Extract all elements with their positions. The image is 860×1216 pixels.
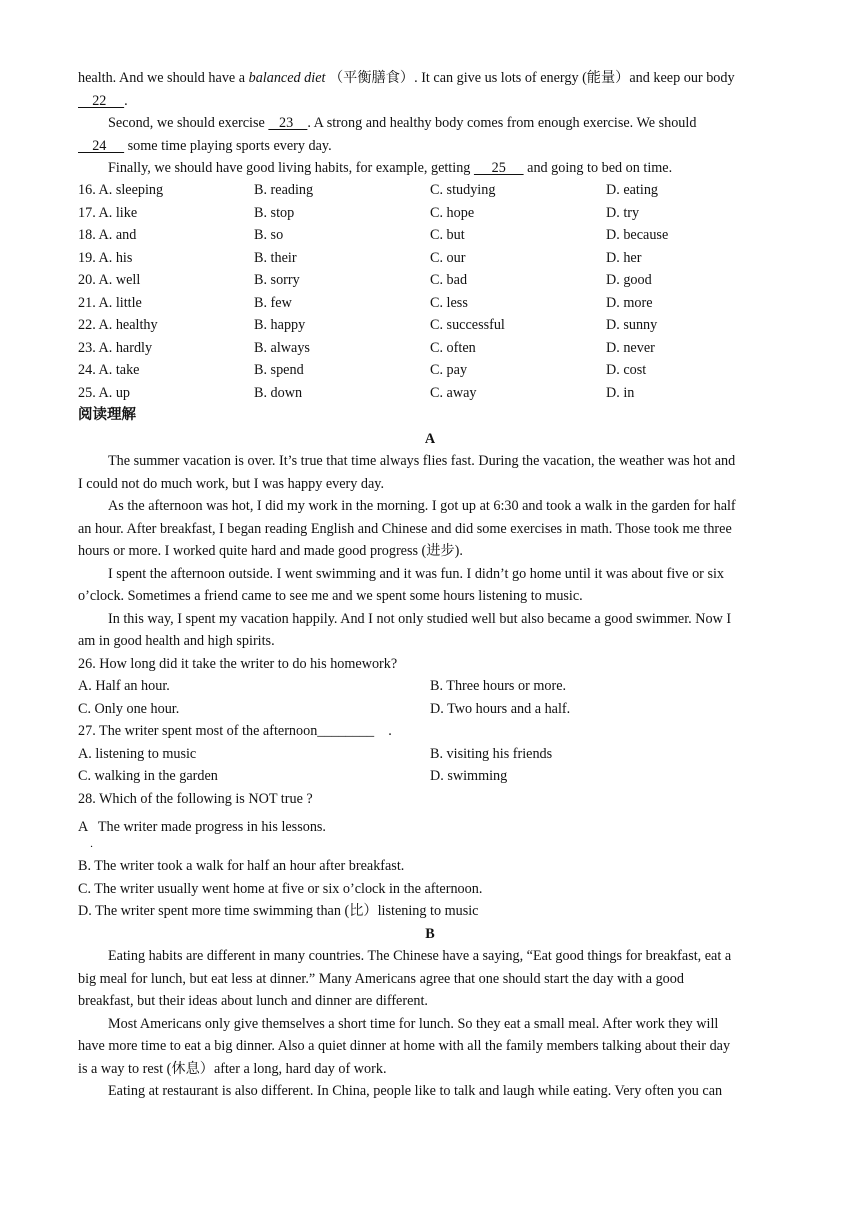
option-b: B. sorry	[254, 272, 300, 288]
option-b: B. happy	[254, 317, 306, 333]
text: . A strong and healthy body comes from enough exercise. We should	[307, 115, 697, 131]
passage-a-line: The summer vacation is over. It’s true that time always flies fast. During the vacation, the weather was hot and	[108, 453, 736, 469]
option-b: B. always	[254, 340, 310, 356]
passage-a-line: o’clock. Sometimes a friend came to see me and we spent some hours listening to music.	[78, 588, 583, 604]
option-d: D. more	[606, 295, 653, 311]
passage-b-line: Eating at restaurant is also different. In China, people like to talk and laugh while eating. Very often you can	[108, 1083, 723, 1099]
option-a: 24. A. take	[78, 362, 140, 378]
passage-b-line: big meal for lunch, but eat less at dinner.” Many Americans agree that one should start the day with a good	[78, 971, 684, 987]
cloze-line-3	[108, 114, 784, 132]
option-a: 18. A. and	[78, 227, 137, 243]
text: 27. The writer spent most of the afternoon	[78, 723, 318, 739]
passage-b-line: Most Americans only give themselves a short time for lunch. So they eat a small meal. After work they will	[108, 1016, 719, 1032]
passage-a-line: am in good health and high spirits.	[78, 633, 275, 649]
q27-option-c: C. walking in the garden	[78, 768, 218, 784]
passage-b-line: breakfast, but their ideas about lunch and dinner are different.	[78, 993, 428, 1009]
option-a: 19. A. his	[78, 250, 133, 266]
cloze-line-2	[78, 92, 784, 110]
text: Finally, we should have good living habits, for example, getting	[108, 160, 474, 176]
option-d: D. because	[606, 227, 669, 243]
option-c: C. less	[430, 295, 468, 311]
option-row-23	[0, 339, 860, 357]
option-row-18	[0, 226, 860, 244]
option-row-22	[0, 316, 860, 334]
option-a: 17. A. like	[78, 205, 138, 221]
option-c: C. pay	[430, 362, 468, 378]
option-c: C. our	[430, 250, 466, 266]
option-c: C. but	[430, 227, 465, 243]
text: .	[124, 93, 128, 109]
text: Second, we should exercise	[108, 115, 269, 131]
question-26-stem: 26. How long did it take the writer to do his homework?	[78, 656, 398, 672]
passage-b-line: Eating habits are different in many countries. The Chinese have a saying, “Eat good things for breakfast, eat a	[108, 948, 732, 964]
option-d: D. cost	[606, 362, 647, 378]
q27-option-b: B. visiting his friends	[430, 746, 553, 762]
passage-a-line: I could not do much work, but I was happy every day.	[78, 476, 385, 492]
text: some time playing sports every day.	[124, 138, 332, 154]
option-a: 22. A. healthy	[78, 317, 158, 333]
text: and going to bed on time.	[523, 160, 673, 176]
option-c: C. studying	[430, 182, 496, 198]
option-row-16	[0, 181, 860, 199]
q26-option-a: A. Half an hour.	[78, 678, 170, 694]
passage-a-line: an hour. After breakfast, I began reading English and Chinese and did some exercises in math. Those took me three	[78, 521, 732, 537]
option-row-17	[0, 204, 860, 222]
option-c: C. hope	[430, 205, 475, 221]
option-b: B. reading	[254, 182, 314, 198]
q26-option-d: D. Two hours and a half.	[430, 701, 571, 717]
answer-blank: ________	[317, 723, 375, 739]
blank-23: 23	[268, 115, 308, 131]
q28-option-c: C. The writer usually went home at five or six o’clock in the afternoon.	[78, 881, 483, 897]
option-d: D. in	[606, 385, 635, 401]
option-c: C. bad	[430, 272, 468, 288]
option-a: 16. A. sleeping	[78, 182, 164, 198]
q28-option-b: B. The writer took a walk for half an hour after breakfast.	[78, 858, 405, 874]
option-a: 20. A. well	[78, 272, 141, 288]
passage-a-line: In this way, I spent my vacation happily. And I not only studied well but also became a good swimmer. Now I	[108, 611, 732, 627]
passage-b-line: is a way to rest (休息）after a long, hard day of work.	[78, 1061, 387, 1077]
option-b: B. down	[254, 385, 303, 401]
option-a: 25. A. up	[78, 385, 131, 401]
q28-option-d: D. The writer spent more time swimming than (比）listening to music	[78, 903, 479, 919]
option-row-21	[0, 294, 860, 312]
option-d: D. her	[606, 250, 642, 266]
cloze-line-4	[78, 137, 784, 155]
passage-b-title: B	[425, 926, 435, 942]
option-b: B. so	[254, 227, 284, 243]
q27-option-a: A. listening to music	[78, 746, 197, 762]
option-a: 23. A. hardly	[78, 340, 153, 356]
text: .	[374, 723, 392, 739]
option-d: D. good	[606, 272, 652, 288]
q26-option-b: B. Three hours or more.	[430, 678, 567, 694]
cloze-line-5	[108, 159, 784, 177]
option-c: C. often	[430, 340, 476, 356]
text: health. And we should have a	[78, 70, 249, 86]
option-b: B. stop	[254, 205, 295, 221]
option-row-25	[0, 384, 860, 402]
option-row-20	[0, 271, 860, 289]
option-row-19	[0, 249, 860, 267]
option-d: D. try	[606, 205, 640, 221]
option-d: D. sunny	[606, 317, 658, 333]
option-b: B. few	[254, 295, 292, 311]
passage-a-title: A	[424, 431, 436, 447]
blank-22: 22	[78, 93, 125, 109]
question-28-stem: 28. Which of the following is NOT true ?	[78, 791, 313, 807]
question-27-stem	[78, 722, 784, 740]
option-row-24	[0, 361, 860, 379]
stray-dot: ．	[90, 839, 100, 850]
passage-a-line: I spent the afternoon outside. I went swimming and it was fun. I didn’t go home until it was about five or six	[108, 566, 725, 582]
q26-option-c: C. Only one hour.	[78, 701, 180, 717]
q28-option-a: A The writer made progress in his lessons.	[78, 819, 326, 835]
option-d: D. eating	[606, 182, 659, 198]
passage-a-line: hours or more. I worked quite hard and made good progress (进步).	[78, 543, 463, 559]
option-c: C. away	[430, 385, 477, 401]
option-b: B. spend	[254, 362, 304, 378]
option-b: B. their	[254, 250, 297, 266]
option-c: C. successful	[430, 317, 505, 333]
section-heading: 阅读理解	[78, 407, 136, 423]
blank-25: 25	[473, 160, 524, 176]
blank-24: 24	[78, 138, 125, 154]
text: （平衡膳食）. It can give us lots of energy (能量）and keep our body	[325, 70, 735, 86]
q27-option-d: D. swimming	[430, 768, 508, 784]
cloze-line-1	[78, 69, 784, 87]
option-a: 21. A. little	[78, 295, 142, 311]
passage-a-line: As the afternoon was hot, I did my work in the morning. I got up at 6:30 and took a walk in the garden for half	[108, 498, 736, 514]
italic-term: balanced diet	[248, 70, 326, 86]
option-d: D. never	[606, 340, 655, 356]
passage-b-line: have more time to eat a big dinner. Also a quiet dinner at home with all the family members talking about their day	[78, 1038, 731, 1054]
